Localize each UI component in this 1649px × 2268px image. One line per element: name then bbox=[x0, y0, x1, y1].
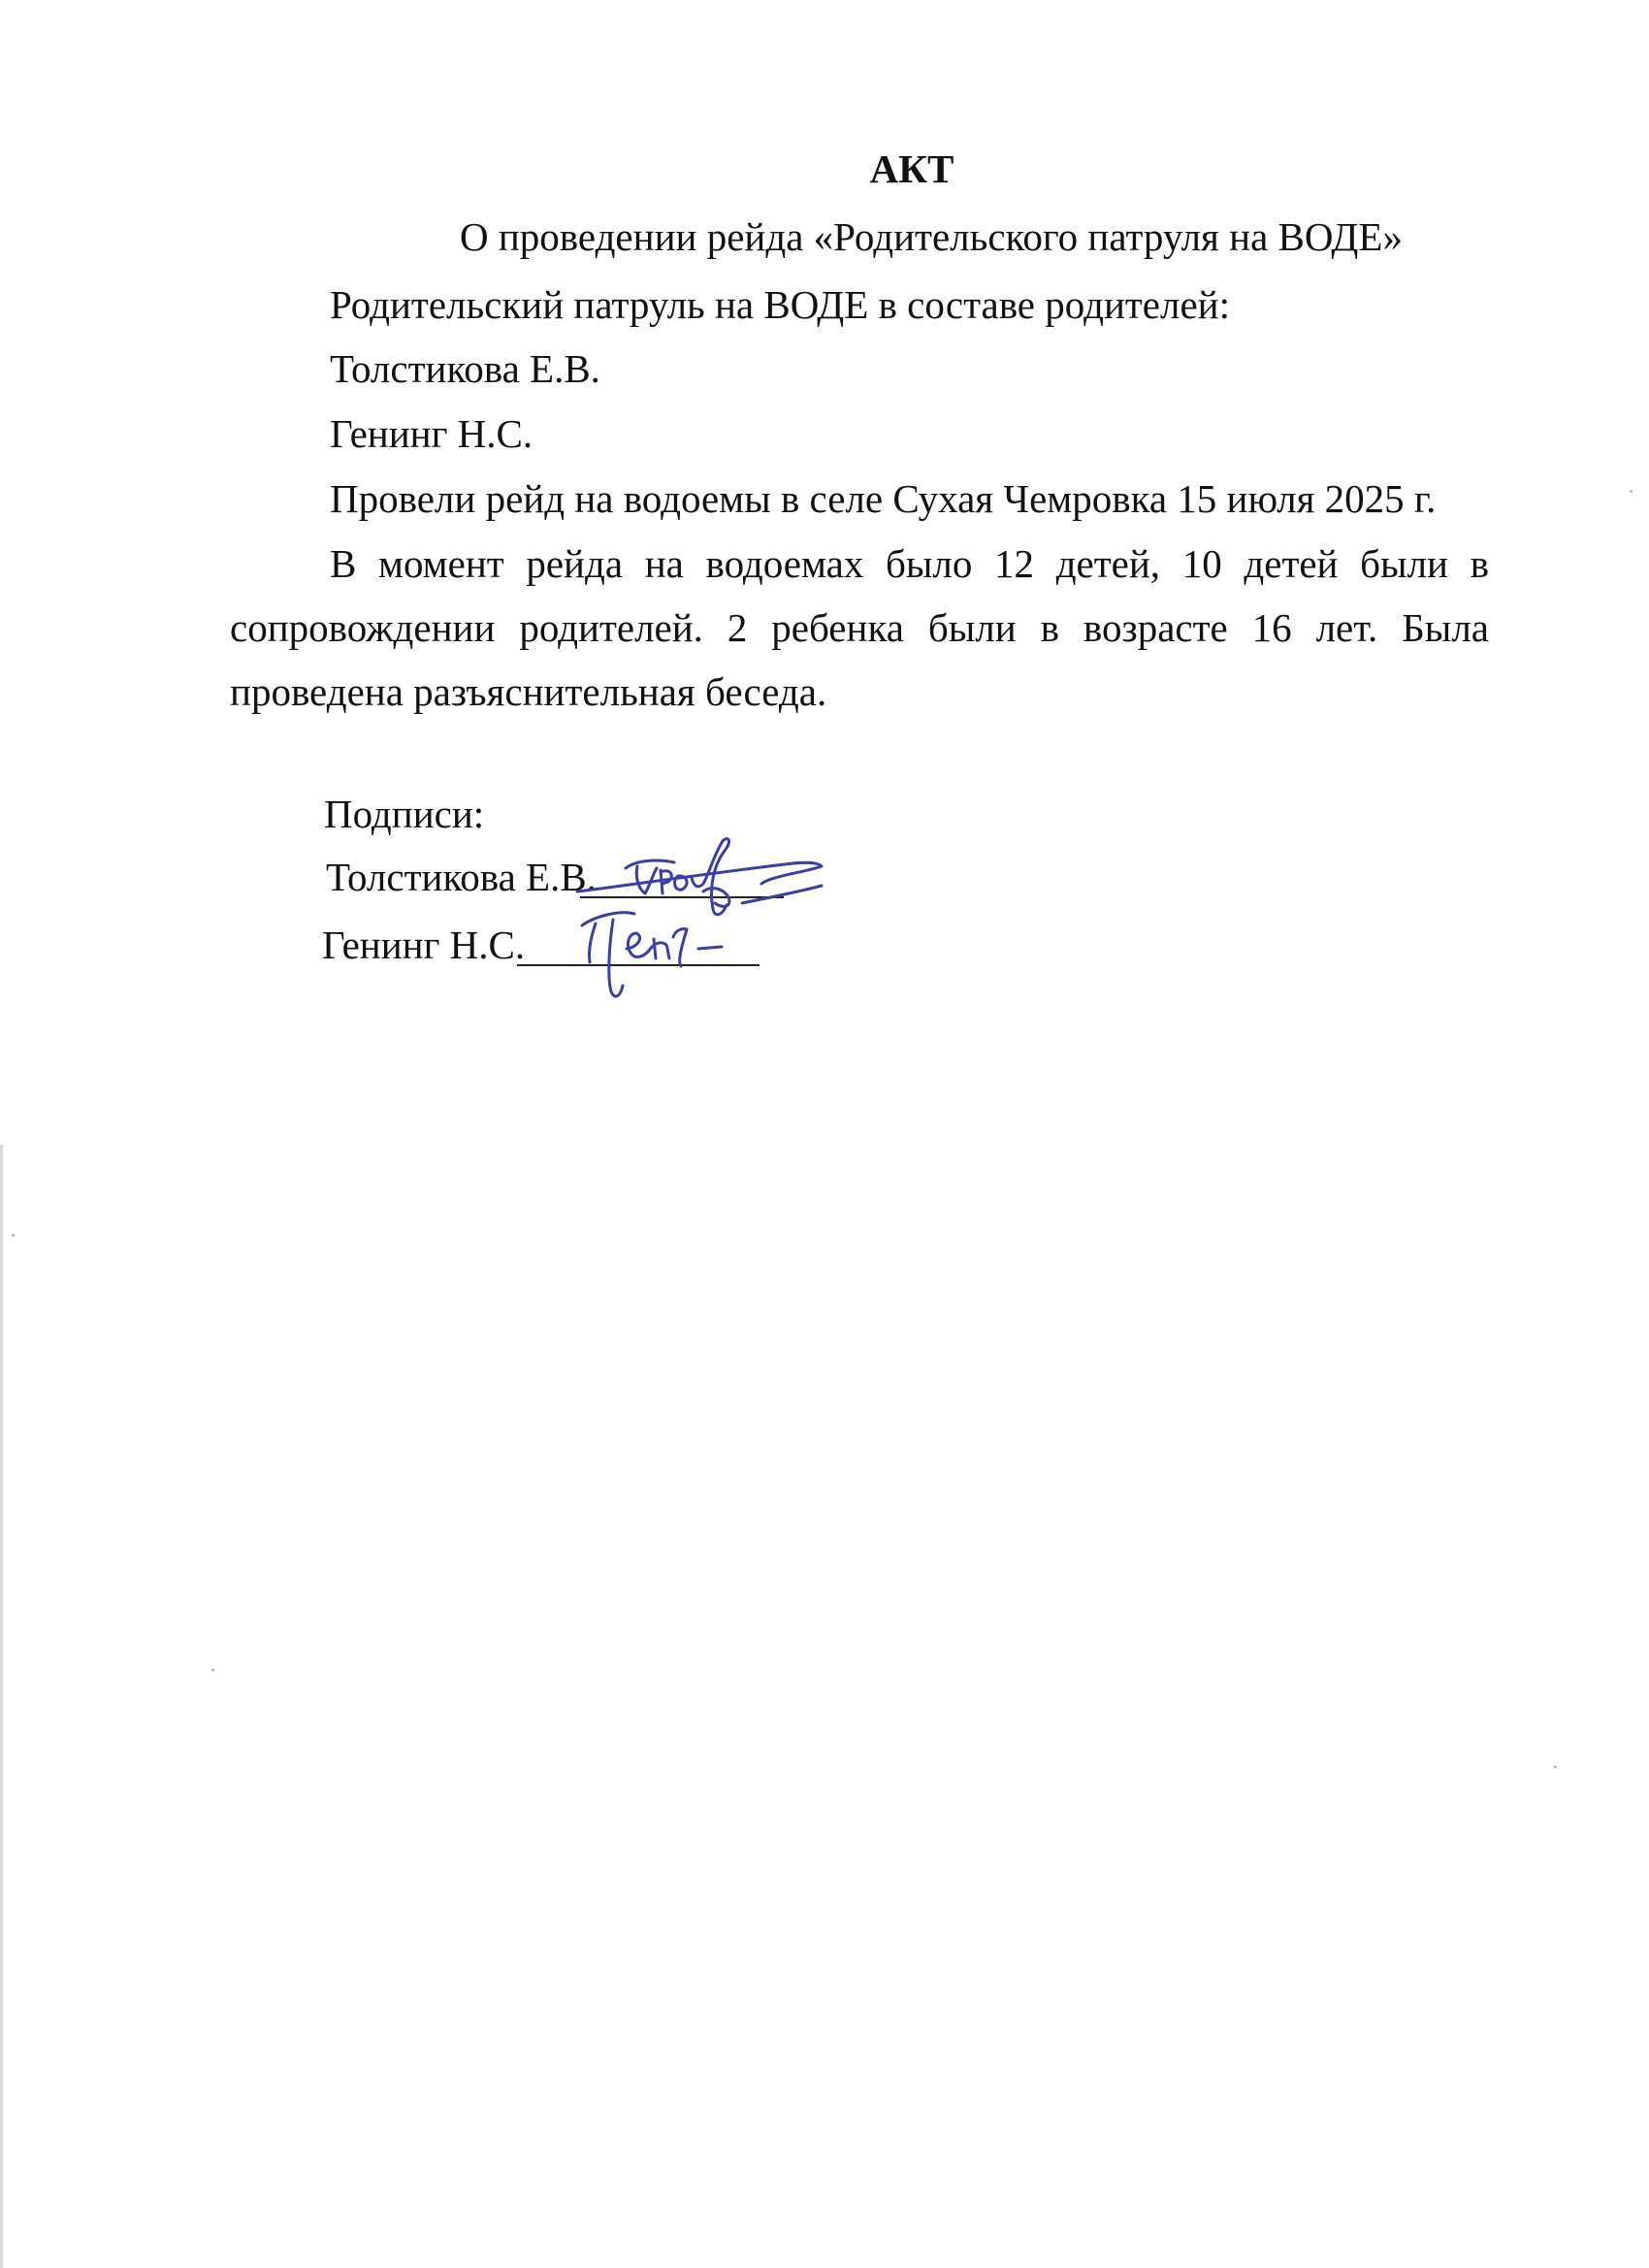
raid-line: Провели рейд на водоемы в селе Сухая Чемровка 15 июля 2025 г. bbox=[330, 476, 1437, 521]
handwritten-signature bbox=[553, 873, 747, 1009]
signer-name: Толстикова Е.В. bbox=[326, 855, 597, 899]
document-title: АКТ bbox=[869, 146, 954, 191]
signatures-heading: Подписи: bbox=[324, 792, 485, 836]
scan-speck bbox=[12, 1234, 15, 1237]
member-name: Генинг Н.С. bbox=[330, 411, 534, 456]
scan-speck bbox=[211, 1669, 214, 1671]
member-name: Толстикова Е.В. bbox=[330, 346, 600, 391]
scan-speck bbox=[1630, 490, 1633, 493]
signer-name: Генинг Н.С. bbox=[322, 923, 526, 967]
scan-speck bbox=[1554, 1766, 1557, 1768]
document-subtitle: О проведении рейда «Родительского патруля на ВОДЕ» bbox=[460, 214, 1403, 259]
scan-shadow-edge bbox=[0, 1145, 3, 2268]
body-paragraph: В момент рейда на водоемах было 12 детей, 10 детей были в сопровождении родителей. 2 ребенка были в возрасте 16 лет. Была проведена разъяснительная беседа. bbox=[230, 541, 1489, 714]
composition-line: Родительский патруль на ВОДЕ в составе родителей: bbox=[330, 282, 1230, 327]
